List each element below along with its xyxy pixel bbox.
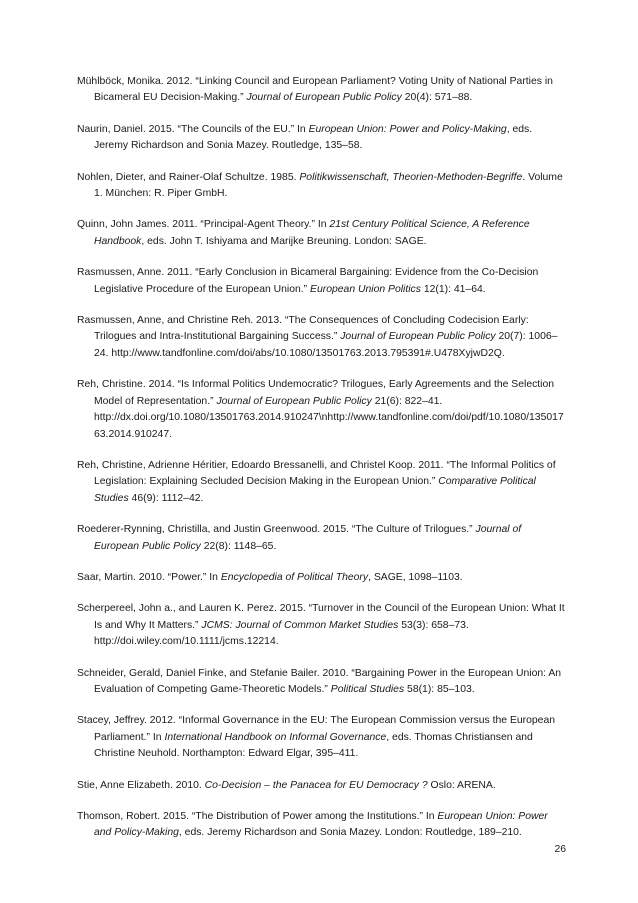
- reference-title: Political Studies: [330, 683, 405, 695]
- reference-title: 21st Century Political Science, A Reference Handbook: [94, 219, 530, 247]
- reference-title: European Union: Power and Policy-Making: [308, 123, 507, 135]
- reference-entry: Rasmussen, Anne, and Christine Reh. 2013. “The Consequences of Concluding Codecision Early: Trilogues and Intra-Institutional Bargaining Success.” Journal of European Public Policy 20(7): 1006–24. http://www.tandfonline.com/doi/abs/10.1080/13501763.2013.795391#.U478XyjwD2Q.: [77, 315, 558, 359]
- page-number: 26: [554, 844, 566, 855]
- reference-entry: Nohlen, Dieter, and Rainer-Olaf Schultze. 1985. Politikwissenschaft, Theorien-Methoden-Begriffe. Volume 1. München: R. Piper GmbH.: [77, 171, 563, 200]
- reference-entry: Quinn, John James. 2011. “Principal-Agent Theory.” In 21st Century Political Science, A Reference Handbook, eds. John T. Ishiyama and Marijke Breuning. London: SAGE.: [77, 219, 530, 247]
- reference-entry: Rasmussen, Anne. 2011. “Early Conclusion in Bicameral Bargaining: Evidence from the Co-Decision Legislative Procedure of the European Union.” European Union Politics 12(1): 41–64.: [77, 267, 539, 295]
- reference-entry: Naurin, Daniel. 2015. “The Councils of the EU.” In European Union: Power and Policy-Making, eds. Jeremy Richardson and Sonia Mazey. Routledge, 135–58.: [77, 123, 533, 152]
- reference-entry: Stacey, Jeffrey. 2012. “Informal Governance in the EU: The European Commission versus the European Parliament.” In International Handbook on Informal Governance, eds. Thomas Christiansen and Christine Neuhold. Northampton: Edward Elgar, 395–411.: [77, 715, 556, 760]
- reference-title: Comparative Political Studies: [94, 476, 536, 504]
- reference-entry: Reh, Christine. 2014. “Is Informal Politics Undemocratic? Trilogues, Early Agreements and the Selection Model of Representation.” Journal of European Public Policy 21(6): 822–41. http://dx.doi.org/10.1080/13501763.2014.910247\nhttp://www.tandfonline.com/doi/pdf/10.1080/13501763.2014.910247.: [77, 379, 564, 440]
- reference-title: Journal of European Public Policy: [246, 92, 402, 104]
- reference-entry: Reh, Christine, Adrienne Héritier, Edoardo Bressanelli, and Christel Koop. 2011. “The Informal Politics of Legislation: Explaining Secluded Decision Making in the European Union.” Comparative Political Studies 46(9): 1112–42.: [77, 459, 556, 504]
- reference-entry: Saar, Martin. 2010. “Power.” In Encyclopedia of Political Theory, SAGE, 1098–1103.: [77, 571, 463, 583]
- reference-entry: Scherpereel, John a., and Lauren K. Perez. 2015. “Turnover in the Council of the European Union: What It Is and Why It Matters.” JCMS: Journal of Common Market Studies 53(3): 658–73. http://doi.wiley.com/10.1111/jcms.12214.: [77, 603, 565, 648]
- reference-entry: Roederer-Rynning, Christilla, and Justin Greenwood. 2015. “The Culture of Trilogues.” Journal of European Public Policy 22(8): 1148–65.: [77, 524, 522, 552]
- reference-entry: Stie, Anne Elizabeth. 2010. Co-Decision – the Panacea for EU Democracy ? Oslo: ARENA.: [77, 779, 496, 791]
- reference-entry: Thomson, Robert. 2015. “The Distribution of Power among the Institutions.” In European Union: Power and Policy-Making, eds. Jeremy Richardson and Sonia Mazey. London: Routledge, 189–210.: [77, 811, 548, 839]
- reference-title: Journal of European Public Policy: [94, 524, 522, 552]
- reference-title: Encyclopedia of Political Theory: [220, 571, 369, 583]
- reference-list: [77, 74, 567, 857]
- reference-title: European Union: Power and Policy-Making: [94, 811, 548, 839]
- reference-entry: Schneider, Gerald, Daniel Finke, and Stefanie Bailer. 2010. “Bargaining Power in the European Union: An Evaluation of Competing Game-Theoretic Models.” Political Studies 58(1): 85–103.: [77, 667, 562, 695]
- reference-title: International Handbook on Informal Governance: [164, 731, 387, 743]
- reference-title: Politikwissenschaft, Theorien-Methoden-Begriffe: [299, 171, 523, 183]
- reference-title: Journal of European Public Policy: [340, 331, 496, 343]
- reference-title: Journal of European Public Policy: [216, 395, 372, 407]
- reference-title: European Union Politics: [310, 283, 421, 295]
- reference-entry: Mühlböck, Monika. 2012. “Linking Council and European Parliament? Voting Unity of National Parties in Bicameral EU Decision-Making.” Journal of European Public Policy 20(4): 571–88.: [77, 76, 553, 104]
- reference-title: JCMS: Journal of Common Market Studies: [201, 619, 399, 631]
- reference-title: Co-Decision – the Panacea for EU Democracy ?: [204, 779, 428, 791]
